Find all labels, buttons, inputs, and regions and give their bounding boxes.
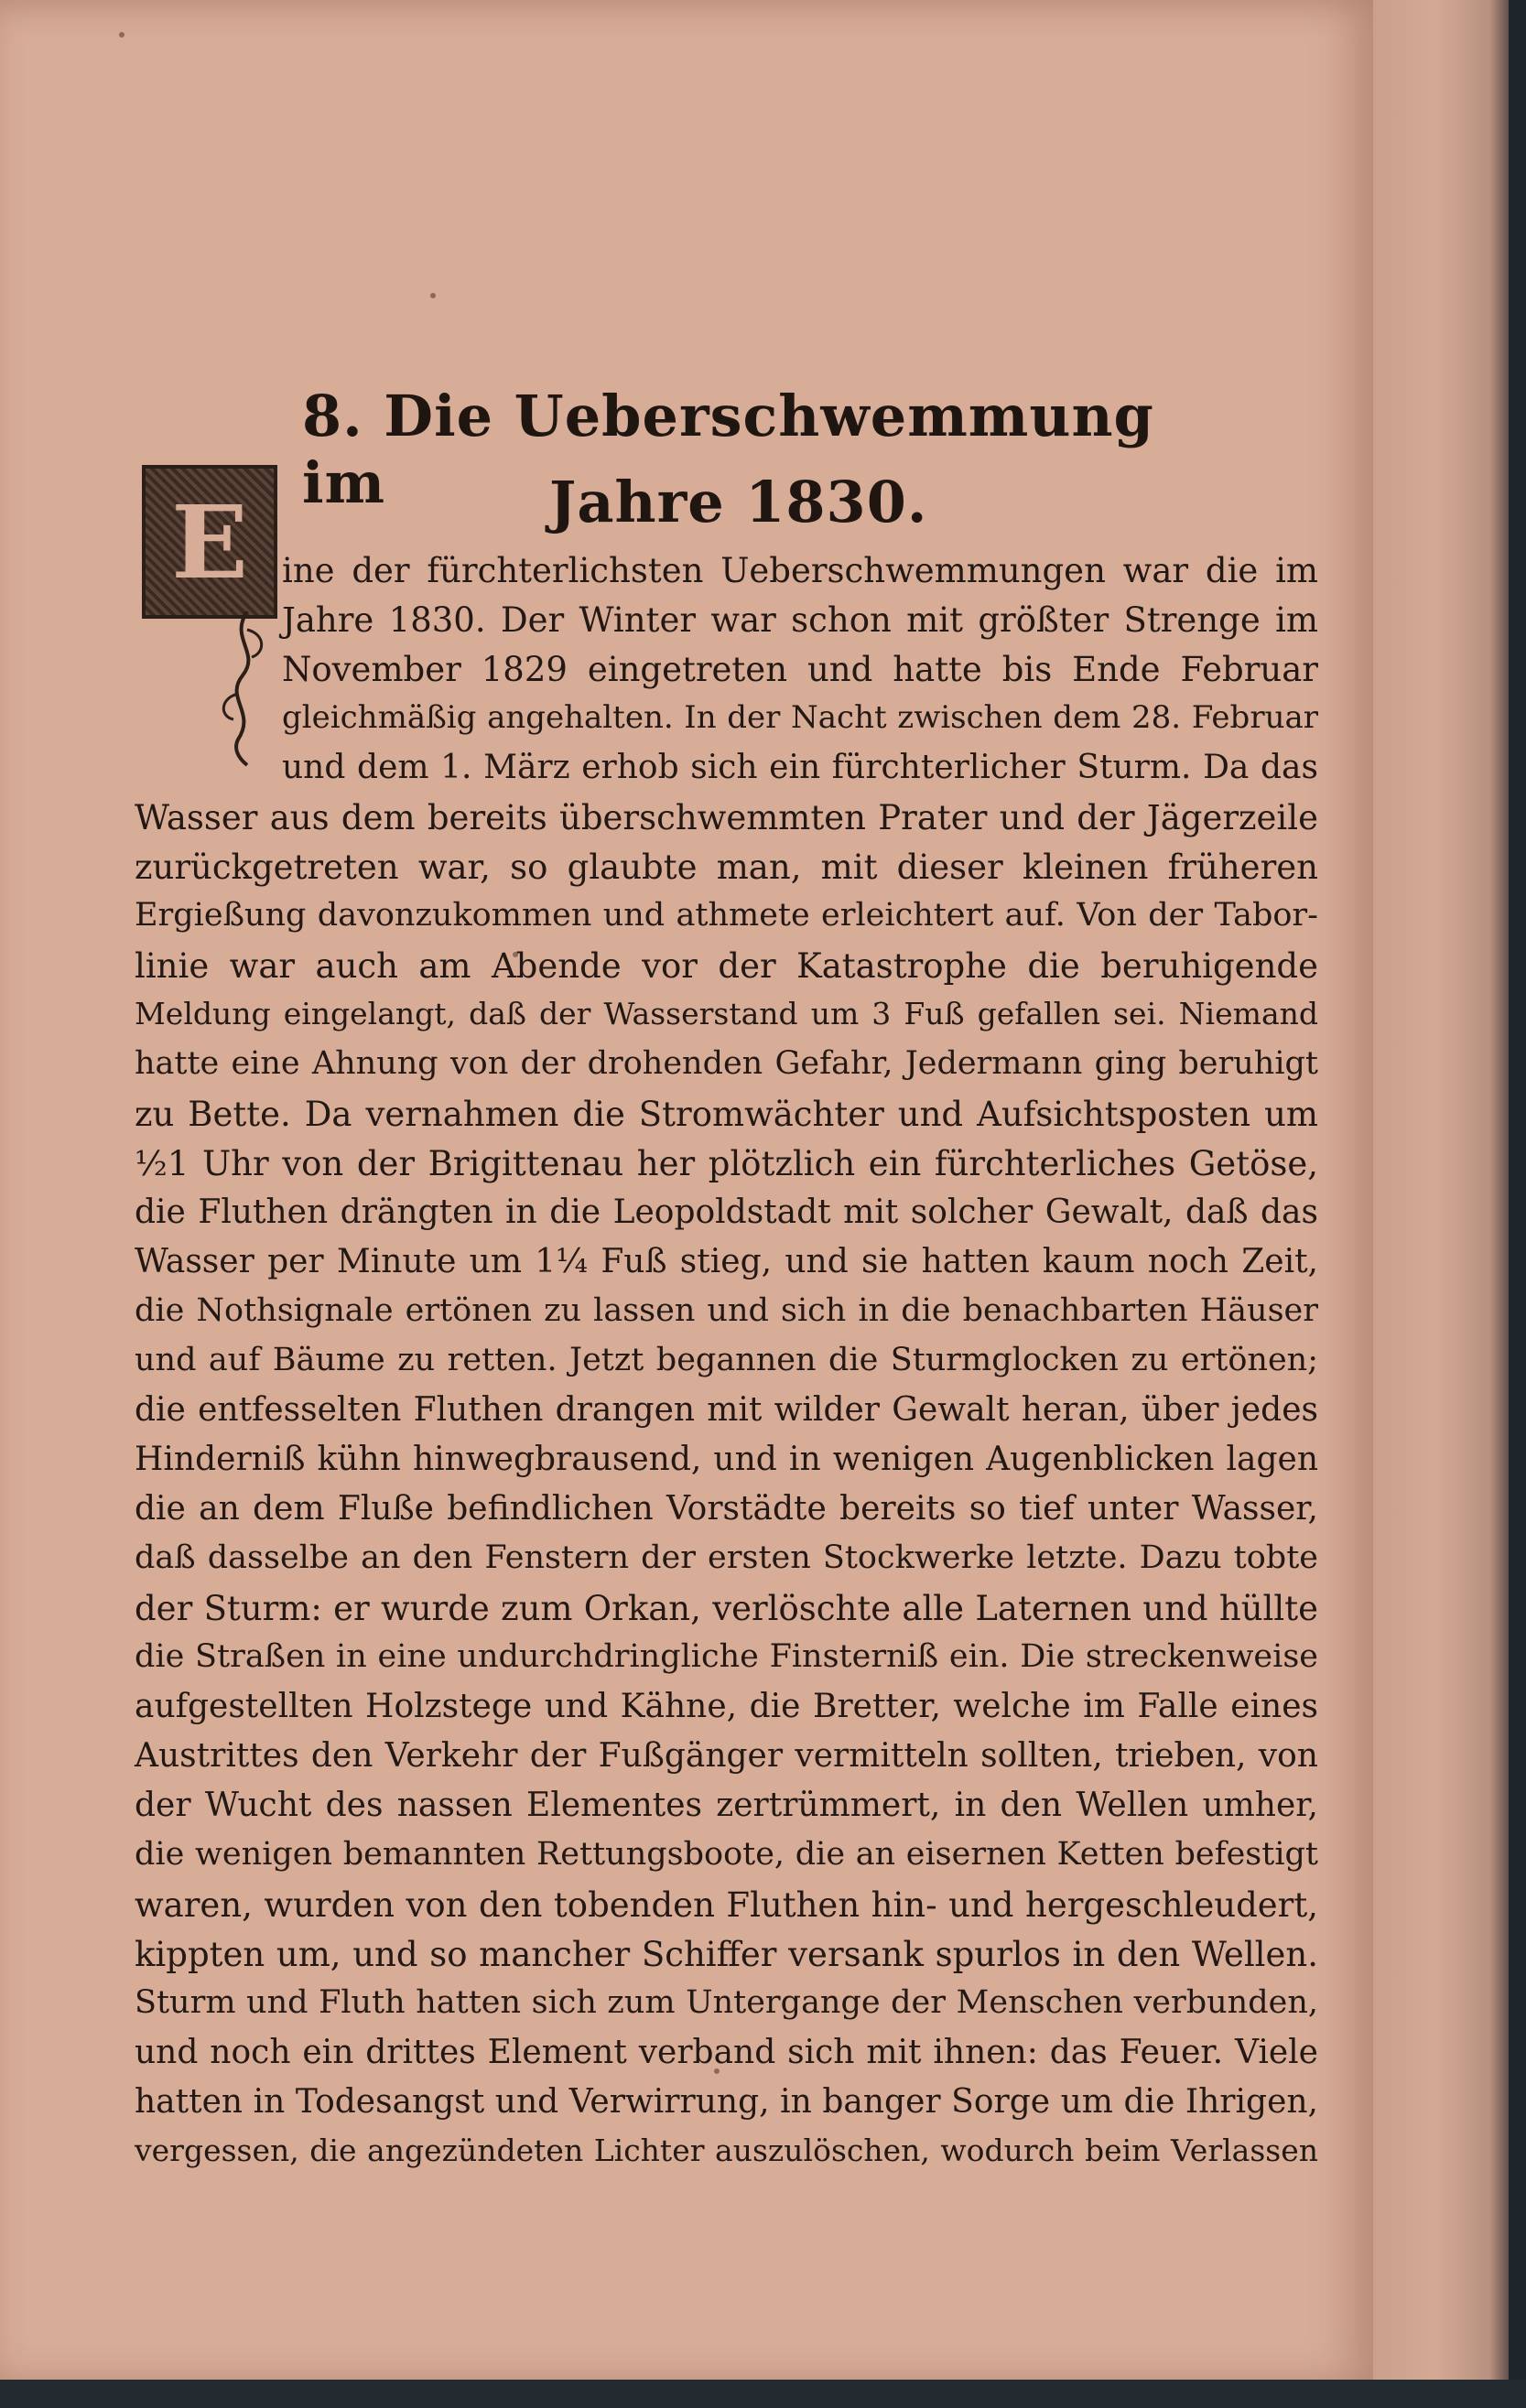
text-line: ½1 Uhr von der Brigittenau her plötzlich ein fürchterliches Getöse, <box>135 1144 1318 1183</box>
text-line: daß dasselbe an den Fenstern der ersten Stockwerke letzte. Dazu tobte <box>135 1539 1318 1576</box>
chapter-title-line-1: 8. Die Ueberschwemmung im <box>302 383 1154 516</box>
text-line: und noch ein drittes Element verband sich mit ihnen: das Feuer. Viele <box>135 2034 1318 2071</box>
text-line: aufgestellten Holzstege und Kähne, die Bretter, welche im Falle eines <box>135 1688 1318 1725</box>
text-line: Hinderniß kühn hinwegbrausend, und in wenigen Augenblicken lagen <box>135 1441 1318 1478</box>
text-line: zu Bette. Da vernahmen die Stromwächter und Aufsichtsposten um <box>135 1095 1318 1134</box>
decorated-initial: E <box>142 465 277 619</box>
scan-bottom-edge <box>0 2380 1526 2408</box>
text-line: November 1829 eingetreten und hatte bis Ende Februar <box>282 650 1318 689</box>
text-line: Austrittes den Verkehr der Fußgänger vermitteln sollten, trieben, von <box>135 1737 1318 1775</box>
text-line: Sturm und Fluth hatten sich zum Untergange der Menschen verbunden, <box>135 1984 1318 2021</box>
initial-flourish-ornament <box>211 611 275 767</box>
text-line: linie war auch am Abende vor der Katastrophe die beruhigende <box>135 946 1318 986</box>
text-line: der Wucht des nassen Elementes zertrümmert, in den Wellen umher, <box>135 1787 1318 1824</box>
text-line: die an dem Fluße befindlichen Vorstädte bereits so tief unter Wasser, <box>135 1490 1318 1528</box>
text-line: hatten in Todesangst und Verwirrung, in banger Sorge um die Ihrigen, <box>135 2083 1318 2121</box>
text-line: vergessen, die angezündeten Lichter auszulöschen, wodurch beim Verlassen <box>135 2133 1318 2168</box>
text-line: kippten um, und so mancher Schiffer versank spurlos in den Wellen. <box>135 1935 1318 1974</box>
text-line: Jahre 1830. Der Winter war schon mit größter Strenge im <box>282 600 1318 640</box>
page-gutter <box>1373 0 1510 2380</box>
text-line: die Fluthen drängten in die Leopoldstadt mit solcher Gewalt, daß das <box>135 1193 1318 1231</box>
text-line: Wasser per Minute um 1¼ Fuß stieg, und sie hatten kaum noch Zeit, <box>135 1243 1318 1280</box>
text-line: gleichmäßig angehalten. In der Nacht zwischen dem 28. Februar <box>282 699 1318 736</box>
text-line: Wasser aus dem bereits überschwemmten Prater und der Jägerzeile <box>135 798 1318 837</box>
text-line: die entfesselten Fluthen drangen mit wilder Gewalt heran, über jedes <box>135 1391 1318 1429</box>
text-line: die Straßen in eine undurchdringliche Finsterniß ein. Die streckenweise <box>135 1638 1318 1675</box>
text-line: waren, wurden von den tobenden Fluthen hin- und hergeschleudert, <box>135 1885 1318 1925</box>
text-line: und dem 1. März erhob sich ein fürchterlicher Sturm. Da das <box>282 749 1318 786</box>
text-line: die wenigen bemannten Rettungsboote, die an eisernen Ketten befestigt <box>135 1836 1318 1873</box>
chapter-title-line-2: Jahre 1830. <box>549 469 928 535</box>
text-line: hatte eine Ahnung von der drohenden Gefahr, Jedermann ging beruhigt <box>135 1045 1318 1082</box>
book-spine-edge <box>1509 0 1526 2408</box>
text-line: die Nothsignale ertönen zu lassen und sich in die benachbarten Häuser <box>135 1292 1318 1329</box>
text-line: und auf Bäume zu retten. Jetzt begannen die Sturmglocken zu ertönen; <box>135 1342 1318 1378</box>
text-line: zurückgetreten war, so glaubte man, mit dieser kleinen früheren <box>135 848 1318 887</box>
text-line: der Sturm: er wurde zum Orkan, verlöschte alle Laternen und hüllte <box>135 1589 1318 1628</box>
text-line: ine der fürchterlichsten Ueberschwemmungen war die im <box>282 551 1318 590</box>
text-line: Ergießung davonzukommen und athmete erleichtert auf. Von der Tabor- <box>135 897 1318 934</box>
text-line: Meldung eingelangt, daß der Wasserstand um 3 Fuß gefallen sei. Niemand <box>135 996 1318 1031</box>
